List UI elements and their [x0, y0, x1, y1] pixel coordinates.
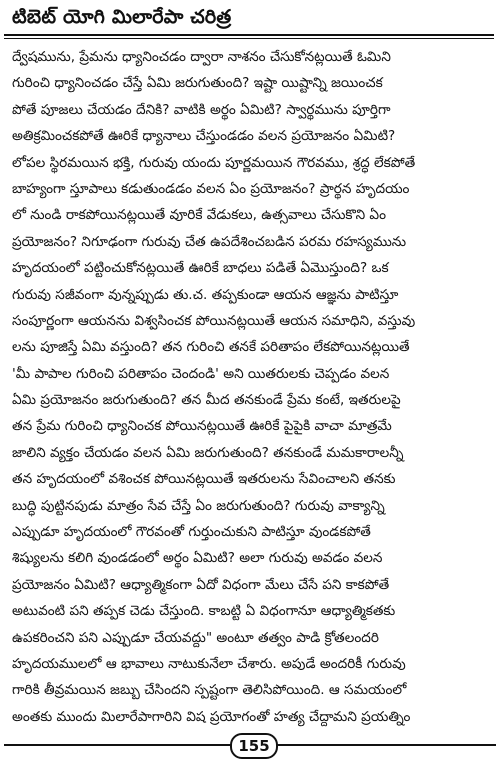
- text-line: శిష్యులను కలిగి వుండడంలో అర్థం ఏమిటి? అలా గురువు అవడం వలన: [12, 550, 383, 567]
- text-line: 'మీ పాపాల గురించి పరితాపం చెందండి' అని యితరులకు చెప్పడం వలన: [12, 365, 390, 382]
- text-line: తన ప్రేమ గురించి ధ్యానించక పోయినట్లయితే ఊరికే పైపైకి వాచా మాత్రమే: [12, 418, 392, 435]
- text-line: లో నుండి రాకపోయినట్లయితే వూరికే వేడుకలు, ఉత్సవాలు చేసుకొని ఏం: [12, 207, 386, 224]
- text-line: హృదయములలో ఆ భావాలు నాటుకునేలా చేశారు. అపుడే అందరికీ గురువు: [12, 655, 406, 672]
- text-line: లను పూజిస్తే ఏమి వస్తుంది? తన గురించి తనకే పరితాపం లేకపోయినట్లయితే: [12, 339, 410, 356]
- running-header: [4, 4, 494, 36]
- text-line: ఉపకరించని పని ఎప్పుడూ చేయవద్దు" అంటూ తత్వం పాడి క్రోతలందరి: [12, 629, 379, 646]
- text-line: హృదయంలో పట్టించుకోనట్లయితే ఊరికే బాధలు పడితే ఏమొస్తుంది? ఒక: [12, 260, 389, 277]
- text-line: గారికి తీవ్రమయిన జబ్బు చేసిందని స్పష్టంగా తెలిసిపోయింది. ఆ సమయంలో: [12, 682, 407, 699]
- text-line: అటువంటి పని తప్పక చెడు చేస్తుంది. కాబట్టి ఏ విధంగానూ ఆధ్యాత్మికతకు: [12, 603, 396, 620]
- body-text: [12, 44, 490, 730]
- text-line: తన హృదయంలో వశించక పోయినట్లయితే ఇతరులను సేవించాలని తనకు: [12, 471, 396, 488]
- text-line: అతిక్రమించకపోతే ఊరికే ధ్యానాలు చేస్తుండడం వలన ప్రయోజనం ఏమిటి?: [12, 128, 396, 145]
- text-line: లోపల స్థిరమయిన భక్తి, గురువు యందు పూర్ణమయిన గౌరవము, శ్రద్ధ లేకపోతే: [12, 154, 416, 171]
- text-line: సంపూర్ణంగా ఆయనను విశ్వసించక పోయినట్లయితే ఆయన సమాధిని, వస్తువు: [12, 312, 416, 329]
- book-title: టిబెట్ యోగి మిలారేపా చరిత్ర: [12, 6, 232, 28]
- text-line: ప్రయోజనం ఏమిటి? ఆధ్యాత్మికంగా ఏదో విధంగా మేలు చేసే పని కాకపోతే: [12, 576, 390, 593]
- text-line: గురించి ధ్యానించడం చేస్తే ఏమి జరుగుతుంది? ఇష్టా యిష్టాన్ని జయించక: [12, 75, 383, 92]
- text-line: అంతకు ముందు మిలారేపాగారిని విష ప్రయోగంతో హత్య చేద్దామని ప్రయత్నిం: [12, 708, 411, 725]
- header-rule: [4, 34, 494, 36]
- text-line: ఎప్పుడూ హృదయంలో గౌరవంతో గుర్తుంచుకుని పాటిస్తూ వుండకపోతే: [12, 524, 371, 541]
- text-line: పోతే పూజలు చేయడం దేనికి? వాటికి అర్థం ఏమిటి? స్వార్థమును పూర్తిగా: [12, 101, 391, 118]
- text-line: గురువు సజీవంగా వున్నప్పుడు తు.చ. తప్పకుండా ఆయన ఆజ్ఞను పాటిస్తూ: [12, 286, 399, 303]
- text-line: జాలిని వ్యక్తం చేయడం వలన ఏమి జరుగుతుంది? తనకుండే మమకారాలన్నీ: [12, 444, 404, 461]
- page-number: 155: [230, 733, 278, 759]
- text-line: బుద్ధి పుట్టినపుడు మాత్రం సేవ చేస్తే ఏం జరుగుతుంది? గురువు వాక్యాన్ని: [12, 497, 385, 514]
- text-line: ద్వేషమును, ప్రేమను ధ్యానించడం ద్వారా నాశనం చేసుకోనట్లయితే ఓమిని: [12, 49, 391, 65]
- text-line: ప్రయోజనం? నిగూఢంగా గురువు చేత ఉపదేశించబడిన పరమ రహస్యమును: [12, 233, 407, 250]
- text-line: ఏమి ప్రయోజనం జరుగుతుంది? తన మీద తనకుండే ప్రేమ కంటే, ఇతరులపై: [12, 392, 401, 409]
- header-rule-thin: [4, 38, 494, 39]
- text-line: బాహ్యంగా స్తూపాలు కడుతుండడం వలన ఏం ప్రయోజనం? ప్రార్థన హృదయం: [12, 180, 410, 197]
